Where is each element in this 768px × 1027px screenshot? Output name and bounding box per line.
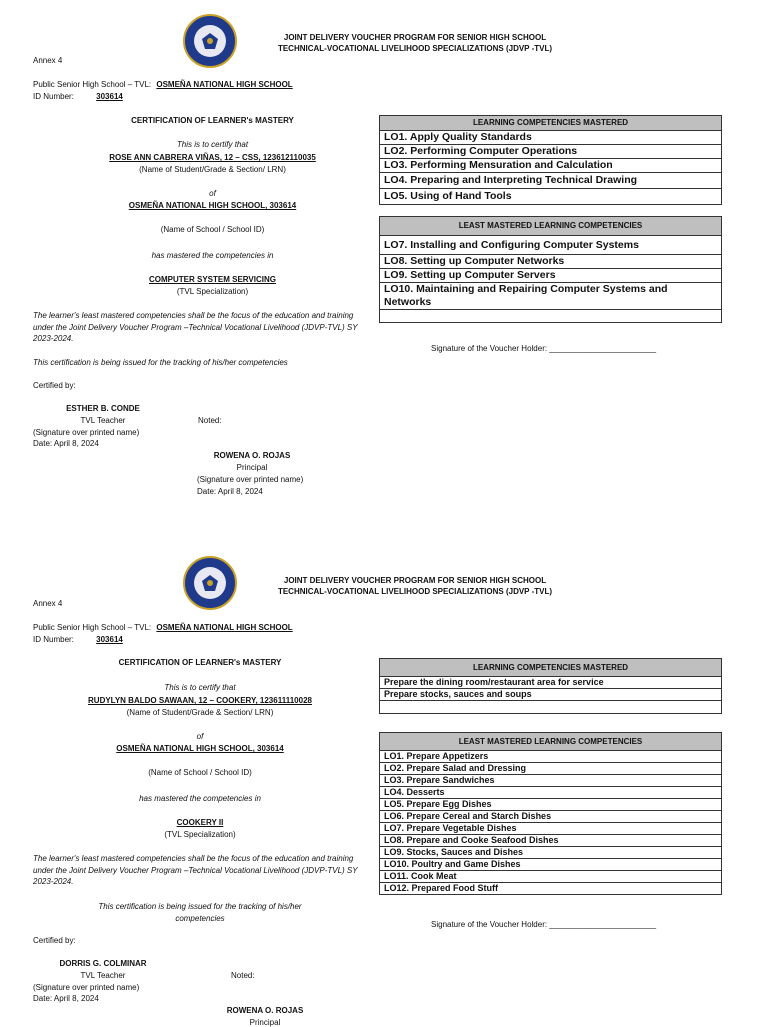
deped-seal-icon [183, 14, 237, 68]
teacher-role: TVL Teacher [80, 416, 126, 425]
of-text: of [196, 732, 204, 741]
least-item: LO6. Prepare Cereal and Starch Dishes [380, 811, 722, 823]
mastered-item: Prepare stocks, sauces and soups [380, 689, 722, 701]
teacher-name: ESTHER B. CONDE [66, 404, 140, 413]
issued-text: This certification is being issued for the tracking of his/her competencies [98, 902, 302, 923]
school-label: Public Senior High School – TVL: [33, 623, 152, 632]
school-name: OSMEÑA NATIONAL HIGH SCHOOL [156, 80, 293, 89]
id-value: 303614 [96, 92, 123, 101]
of-text: of [209, 189, 216, 198]
mastered-table [379, 658, 722, 714]
id-value: 303614 [96, 635, 123, 644]
mastered-item-empty [380, 701, 722, 714]
teacher-date: Date: April 8, 2024 [33, 994, 99, 1003]
voucher-signature: Signature of the Voucher Holder: ________________________ [431, 344, 657, 353]
certified-by-label: Certified by: [33, 381, 76, 390]
id-label: ID Number: [33, 92, 74, 101]
student-caption: (Name of Student/Grade & Section/ LRN) [139, 165, 286, 174]
least-item: LO5. Prepare Egg Dishes [380, 799, 722, 811]
cert-title: CERTIFICATION OF LEARNER's MASTERY [118, 658, 282, 667]
mastered-item: Prepare the dining room/restaurant area for service [380, 677, 722, 689]
school-full: OSMEÑA NATIONAL HIGH SCHOOL, 303614 [116, 744, 284, 753]
least-item: LO3. Prepare Sandwiches [380, 775, 722, 787]
specialization: COOKERY II [176, 818, 224, 827]
id-line [33, 92, 123, 101]
program-title-line-2: TECHNICAL-VOCATIONAL LIVELIHOOD SPECIALIZATIONS (JDVP -TVL) [277, 44, 553, 53]
certify-text: This is to certify that [176, 140, 249, 149]
noted-label: Noted: [198, 416, 222, 425]
focus-text: The learner's least mastered competencies shall be the focus of the education and training under the Joint Delivery Voucher Program –Technical Vocational Livelihood (JDVP-TVL) SY 2023-2024. [33, 854, 358, 886]
least-mastered-table [379, 732, 722, 895]
least-item: LO2. Prepare Salad and Dressing [380, 763, 722, 775]
mastered-item: LO1. Apply Quality Standards [380, 131, 722, 145]
annex-label: Annex 4 [33, 56, 63, 65]
school-line [33, 80, 293, 89]
principal-signature-caption: (Signature over printed name) [197, 475, 304, 484]
school-line [33, 623, 293, 632]
teacher-role: TVL Teacher [80, 971, 126, 980]
least-item: LO11. Cook Meat [380, 871, 722, 883]
annex-label: Annex 4 [33, 599, 63, 608]
least-item: LO7. Prepare Vegetable Dishes [380, 823, 722, 835]
id-line [33, 635, 123, 644]
noted-label: Noted: [231, 971, 255, 980]
voucher-signature: Signature of the Voucher Holder: ________________________ [431, 920, 657, 929]
issued-text: This certification is being issued for the tracking of his/her competencies [33, 358, 288, 367]
mastered-item: LO2. Performing Computer Operations [380, 145, 722, 159]
least-header: LEAST MASTERED LEARNING COMPETENCIES [380, 217, 722, 236]
specialization: COMPUTER SYSTEM SERVICING [149, 275, 276, 284]
teacher-signature-caption: (Signature over printed name) [33, 428, 140, 437]
principal-name: ROWENA O. ROJAS [226, 1006, 304, 1015]
school-caption: (Name of School / School ID) [148, 768, 252, 777]
school-full: OSMEÑA NATIONAL HIGH SCHOOL, 303614 [128, 201, 297, 210]
least-item: LO12. Prepared Food Stuff [380, 883, 722, 895]
mastered-item: LO4. Preparing and Interpreting Technical Drawing [380, 173, 722, 189]
school-name: OSMEÑA NATIONAL HIGH SCHOOL [156, 623, 293, 632]
least-item: LO1. Prepare Appetizers [380, 751, 722, 763]
principal-name: ROWENA O. ROJAS [213, 451, 291, 460]
program-title-line-1: JOINT DELIVERY VOUCHER PROGRAM FOR SENIOR HIGH SCHOOL [283, 576, 547, 585]
least-item: LO7. Installing and Configuring Computer Systems [380, 236, 722, 255]
school-label: Public Senior High School – TVL: [33, 80, 152, 89]
least-item: LO4. Desserts [380, 787, 722, 799]
school-caption: (Name of School / School ID) [160, 225, 265, 234]
least-item: LO10. Poultry and Game Dishes [380, 859, 722, 871]
mastered-item: LO5. Using of Hand Tools [380, 189, 722, 205]
specialization-caption: (TVL Specialization) [164, 830, 236, 839]
mastered-header: LEARNING COMPETENCIES MASTERED [380, 116, 722, 131]
deped-seal-icon [183, 556, 237, 610]
student-caption: (Name of Student/Grade & Section/ LRN) [126, 708, 274, 717]
least-item: LO8. Setting up Computer Networks [380, 255, 722, 269]
program-title-line-2: TECHNICAL-VOCATIONAL LIVELIHOOD SPECIALIZATIONS (JDVP -TVL) [277, 587, 553, 596]
student-name: ROSE ANN CABRERA VIÑAS, 12 – CSS, 123612110035 [109, 153, 316, 162]
teacher-date: Date: April 8, 2024 [33, 439, 99, 448]
least-item-empty [380, 310, 722, 323]
least-item: LO10. Maintaining and Repairing Computer Systems and Networks [380, 283, 722, 310]
least-mastered-table [379, 216, 722, 323]
certified-by-label: Certified by: [33, 936, 76, 945]
least-item: LO9. Setting up Computer Servers [380, 269, 722, 283]
focus-text: The learner's least mastered competencies shall be the focus of the education and training under the Joint Delivery Voucher Program –Technical Vocational Livelihood (JDVP-TVL) SY 2023-2024. [33, 311, 358, 343]
mastered-item: LO3. Performing Mensuration and Calculation [380, 159, 722, 173]
cert-title: CERTIFICATION OF LEARNER's MASTERY [131, 116, 294, 125]
mastered-text: has mastered the competencies in [151, 251, 274, 260]
certify-text: This is to certify that [164, 683, 236, 692]
program-title-line-1: JOINT DELIVERY VOUCHER PROGRAM FOR SENIOR HIGH SCHOOL [283, 33, 547, 42]
least-item: LO9. Stocks, Sauces and Dishes [380, 847, 722, 859]
least-item: LO8. Prepare and Cooke Seafood Dishes [380, 835, 722, 847]
principal-role: Principal [249, 1018, 281, 1027]
teacher-name: DORRIS G. COLMINAR [59, 959, 147, 968]
mastered-header: LEARNING COMPETENCIES MASTERED [380, 659, 722, 677]
mastered-text: has mastered the competencies in [139, 794, 261, 803]
id-label: ID Number: [33, 635, 74, 644]
teacher-signature-caption: (Signature over printed name) [33, 983, 140, 992]
principal-date: Date: April 8, 2024 [197, 487, 263, 496]
mastered-table [379, 115, 722, 205]
specialization-caption: (TVL Specialization) [176, 287, 249, 296]
least-header: LEAST MASTERED LEARNING COMPETENCIES [380, 733, 722, 751]
principal-role: Principal [236, 463, 268, 472]
student-name: RUDYLYN BALDO SAWAAN, 12 – COOKERY, 123611110028 [88, 696, 312, 705]
